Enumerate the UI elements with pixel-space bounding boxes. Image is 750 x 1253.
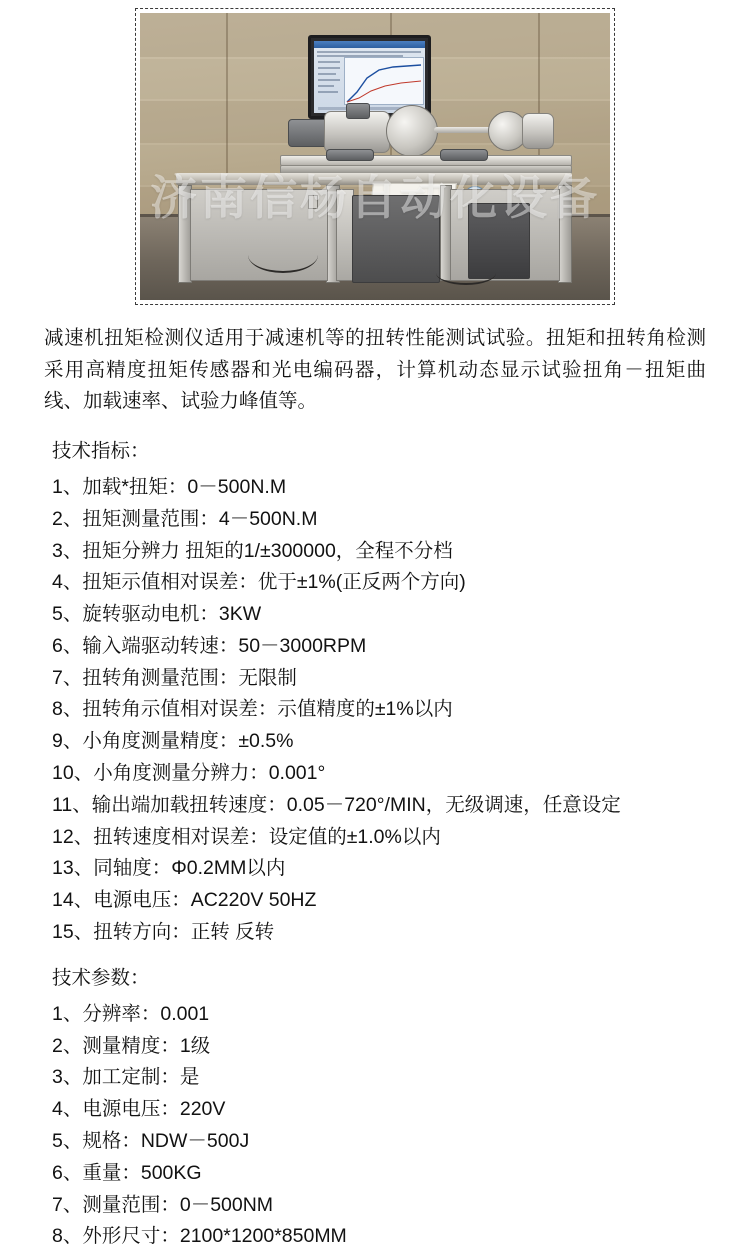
list-item: 2、测量精度：1级 (52, 1034, 211, 1057)
bench-leg-right (558, 185, 572, 283)
torque-curve-plot (344, 57, 424, 105)
electrical-cabinet (352, 195, 440, 283)
list-item: 2、扭矩测量范围：4－500N.M (52, 507, 318, 530)
power-cable (248, 237, 318, 273)
monitor-screen (314, 41, 425, 113)
tech-index-title: 技术指标： (52, 439, 150, 462)
sensor-cap (346, 103, 370, 119)
tech-index-list (44, 472, 706, 949)
list-item: 7、测量范围：0－500NM (52, 1193, 274, 1216)
list-item: 3、加工定制：是 (52, 1066, 200, 1089)
image-watermark: 济南信杨自动化设备 (150, 171, 600, 224)
list-item: 13、同轴度：Φ0.2MM以内 (52, 857, 286, 880)
list-item: 10、小角度测量分辨力：0.001° (52, 761, 326, 784)
rail-carriage-right (440, 149, 488, 161)
list-item: 14、电源电压：AC220V 50HZ (52, 889, 317, 912)
list-item: 9、小角度测量精度：±0.5% (52, 730, 294, 753)
list-item: 5、旋转驱动电机：3KW (52, 603, 262, 626)
tech-params-title: 技术参数： (52, 966, 150, 989)
list-item: 4、电源电压：220V (52, 1098, 226, 1121)
door-handle (308, 195, 318, 209)
product-photo (140, 13, 610, 300)
product-description (0, 305, 750, 1253)
curve-graphic (345, 58, 423, 104)
drive-motor (288, 119, 328, 147)
list-item: 1、加载*扭矩：0－500N.M (52, 475, 287, 498)
rail-carriage-left (326, 149, 374, 161)
list-item: 4、扭矩示值相对误差：优于±1%(正反两个方向) (52, 571, 466, 594)
intro-paragraph: 减速机扭矩检测仪适用于减速机等的扭转性能测试试验。扭矩和扭转角检测采用高精度扭矩传感器和光电编码器，计算机动态显示试验扭角－扭矩曲线、加载速率、试验力峰值等。 (44, 327, 706, 413)
floor-cable (436, 261, 496, 285)
list-item: 1、分辨率：0.001 (52, 1002, 210, 1025)
list-item: 8、扭转角示值相对误差：示值精度的±1%以内 (52, 698, 453, 721)
list-item: 12、扭转速度相对误差：设定值的±1.0%以内 (52, 825, 441, 848)
list-item: 6、重量：500KG (52, 1161, 202, 1184)
list-item: 5、规格：NDW－500J (52, 1130, 250, 1153)
list-item: 7、扭转角测量范围：无限制 (52, 666, 297, 689)
list-item: 11、输出端加载扭转速度：0.05－720°/MIN，无级调速，任意设定 (52, 793, 621, 816)
list-item: 8、外形尺寸：2100*1200*850MM (52, 1225, 347, 1248)
tech-params-list (44, 999, 706, 1253)
left-chuck (386, 105, 438, 157)
list-item: 6、输入端驱动转速：50－3000RPM (52, 634, 367, 657)
list-item: 3、扭矩分辨力 扭矩的1/±300000，全程不分档 (52, 539, 453, 562)
product-detail-page (0, 8, 750, 1248)
right-fixture (522, 113, 554, 149)
list-item: 15、扭转方向：正转 反转 (52, 920, 275, 943)
product-image-frame (135, 8, 615, 305)
drive-shaft (434, 127, 494, 133)
